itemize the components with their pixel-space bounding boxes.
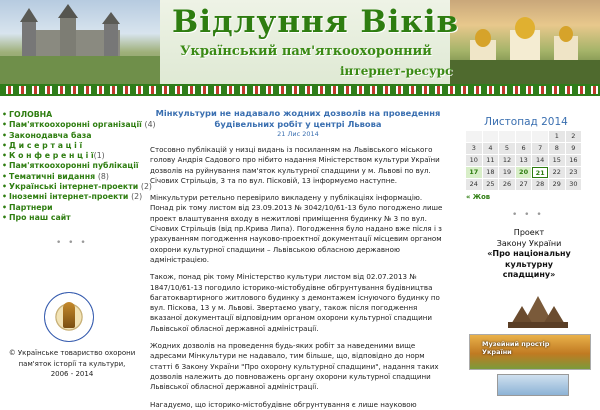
banner-line: Музейний простір <box>482 340 550 348</box>
bullet-icon: • <box>2 110 7 119</box>
calendar-day: 4 <box>483 143 499 154</box>
calendar-day: 15 <box>549 155 565 166</box>
bullet-icon: • <box>2 171 7 181</box>
nav-item-home[interactable] <box>2 110 142 120</box>
separator-dots: • • • <box>512 210 544 220</box>
nav-count: (2) <box>140 182 152 192</box>
calendar-day: 18 <box>483 167 499 178</box>
bullet-icon: • <box>2 192 7 202</box>
nav-count: (8) <box>97 171 109 181</box>
copyright-line: 2006 - 2014 <box>50 370 94 378</box>
nav-label: Іноземні інтернет-проекти <box>9 192 129 202</box>
calendar-day: 2 <box>566 131 582 142</box>
bullet-icon: • <box>2 182 7 192</box>
calendar-day: 19 <box>499 167 515 178</box>
site-title[interactable]: Відлуння Віків <box>172 4 460 40</box>
nav-item-organizations[interactable] <box>2 120 156 130</box>
wooden-church-image[interactable] <box>494 292 582 330</box>
nav-count: (1) <box>93 151 105 161</box>
copyright <box>0 348 144 380</box>
calendar-day: 16 <box>566 155 582 166</box>
calendar-day: 8 <box>549 143 565 154</box>
article-paragraph: Мінкультури ретельно перевірило викладену у публікаціях інформацію. Понад рік тому листом від 23.09.2013 № 3042/10/61-13 було погоджено лише проект влаштування входу в нежитлові приміщення будинку № 3 по вул. Січових Стрільців (від пр.Крива Липа). Погодження було надано вже після і з урахуванням погодження науково-проектної документації місцевим органом охорони культурної спадщини – Львівською обласною державною адміністрацією. <box>150 193 443 264</box>
nav-label: Пам'яткоохоронні публікації <box>9 161 139 171</box>
calendar-day: 27 <box>516 179 532 190</box>
monastery-illustration <box>450 0 600 84</box>
nav-count: (4) <box>144 120 156 130</box>
calendar-day: 10 <box>466 155 482 166</box>
nav-item-dissertations[interactable] <box>2 141 142 151</box>
calendar-empty-cell <box>499 131 515 142</box>
site-subtitle-line1: Український пам'яткоохоронний <box>180 44 432 59</box>
calendar-empty-cell <box>532 131 548 142</box>
calendar-day: 14 <box>532 155 548 166</box>
project-title: культурну <box>505 259 553 269</box>
nav-label: Українські інтернет-проекти <box>9 182 139 192</box>
nav-item-foreign-projects[interactable] <box>2 192 142 202</box>
calendar-day: 30 <box>566 179 582 190</box>
calendar-prev-month-link[interactable]: « Жов <box>466 193 491 201</box>
calendar-day[interactable]: 20 <box>516 167 532 178</box>
calendar-day: 6 <box>516 143 532 154</box>
separator-dots: • • • <box>56 238 88 248</box>
article-paragraph: Нагадуємо, що історико-містобудівне обгрунтування є лише науковою <box>150 399 417 409</box>
calendar-day: 23 <box>566 167 582 178</box>
nav-label: Законодавча база <box>9 130 92 140</box>
article-date: 21 Лис 2014 <box>277 130 319 138</box>
calendar-day: 11 <box>483 155 499 166</box>
copyright-line: © Українське товариство охорони <box>8 349 136 357</box>
article-title[interactable]: Мінкультури не надавало жодних дозволів на проведення будівельних робіт у центрі Львова <box>155 108 441 129</box>
bullet-icon: • <box>2 161 7 171</box>
project-title: спадщину» <box>502 270 556 279</box>
nav-label: Про наш сайт <box>9 212 71 222</box>
banner-line: України <box>482 348 512 356</box>
calendar-day: 1 <box>549 131 565 142</box>
seal-figure-icon <box>63 302 75 328</box>
site-subtitle-line2: інтернет-ресурс <box>340 64 453 78</box>
nav-label: ГОЛОВНА <box>9 110 53 119</box>
project-label: Проект <box>513 228 545 237</box>
castle-photo <box>0 0 160 84</box>
nav-item-publications[interactable] <box>2 161 142 171</box>
calendar-day: 28 <box>532 179 548 190</box>
article-paragraph: Також, понад рік тому Міністерство культури листом від 02.07.2013 № 1847/10/61-13 погодило історико-містобудівне обгрунтування будівництва багатоквартирного житлового будинку з демонтажем існуючого будинку по вул. Піскова, 13 у м. Львові. Звертаємо увагу, також після погодження вказаної документації відповідним органом охорони культурної спадщини Львівської обласної державної адміністрації. <box>150 272 440 333</box>
bullet-icon: • <box>2 202 7 212</box>
calendar-empty-cell <box>466 131 482 142</box>
copyright-line: пам'яток історії та культури, <box>18 359 126 368</box>
article <box>150 108 446 410</box>
bullet-icon: • <box>2 120 7 130</box>
bullet-icon: • <box>2 212 7 222</box>
calendar-day: 26 <box>499 179 515 190</box>
calendar-day: 7 <box>532 143 548 154</box>
nav-item-about[interactable] <box>2 213 142 223</box>
project-title: «Про національну <box>487 249 571 258</box>
nav-count: (2) <box>131 192 143 202</box>
calendar-day: 13 <box>516 155 532 166</box>
calendar-title: Листопад 2014 <box>484 116 568 128</box>
nav-item-ukrainian-projects[interactable] <box>2 182 152 192</box>
nav-item-thematic[interactable] <box>2 172 142 182</box>
nav-label: Тематичні видання <box>9 171 96 181</box>
nav-label: Пам'яткоохоронні організації <box>9 120 142 130</box>
calendar-day: 9 <box>566 143 582 154</box>
nav-item-legislation[interactable] <box>2 131 142 141</box>
law-project-link[interactable] <box>470 228 588 281</box>
partner-logo-banner[interactable] <box>497 374 569 396</box>
calendar-day: 5 <box>499 143 515 154</box>
calendar-grid <box>466 131 586 190</box>
article-paragraph: Жодних дозволів на проведення будь-яких робіт за наведеними вище адресами Мінкультури не надавало, тим більше, що, відповідно до норм статті 6 Закону України "Про охорону культурної спадщини", надання таких дозволів належить до повноважень органу охорони культурної спадщини Львівської обласної державної адміністрації. <box>150 341 439 392</box>
site-header <box>0 0 600 84</box>
monastery-photo <box>450 0 600 84</box>
article-paragraph: Стосовно публікацій у низці видань із посиланням на Львівського міського голову Андрія Садового про нібито надання Міністерством культури України дозволів на руйнування пам'яток культурної спадщини у м. Львові по вул. Січових Стрільців, 3 та по вул. Пісковій, 13 інформуємо наступне. <box>150 145 440 185</box>
calendar-widget <box>466 116 586 201</box>
embroidery-ornament <box>0 84 600 96</box>
calendar-day[interactable]: 17 <box>466 167 482 178</box>
calendar-empty-cell <box>516 131 532 142</box>
banner-caption[interactable] <box>482 340 549 356</box>
nav-item-partners[interactable] <box>2 203 142 213</box>
bullet-icon: • <box>2 140 7 150</box>
nav-label: Д и с е р т а ц і ї <box>9 140 83 150</box>
calendar-day: 3 <box>466 143 482 154</box>
nav-label: Партнери <box>9 202 53 212</box>
calendar-day: 25 <box>483 179 499 190</box>
calendar-day[interactable]: 21 <box>532 167 548 178</box>
bullet-icon: • <box>2 151 7 161</box>
calendar-day: 22 <box>549 167 565 178</box>
nav-item-conferences[interactable] <box>2 151 142 161</box>
castle-illustration <box>0 0 160 84</box>
bullet-icon: • <box>2 130 7 140</box>
calendar-day: 29 <box>549 179 565 190</box>
nav-label: К о н ф е р е н ц і ї <box>9 151 94 161</box>
calendar-day: 24 <box>466 179 482 190</box>
calendar-day: 12 <box>499 155 515 166</box>
project-label: Закону України <box>496 238 562 248</box>
calendar-empty-cell <box>483 131 499 142</box>
left-navigation <box>2 110 156 223</box>
